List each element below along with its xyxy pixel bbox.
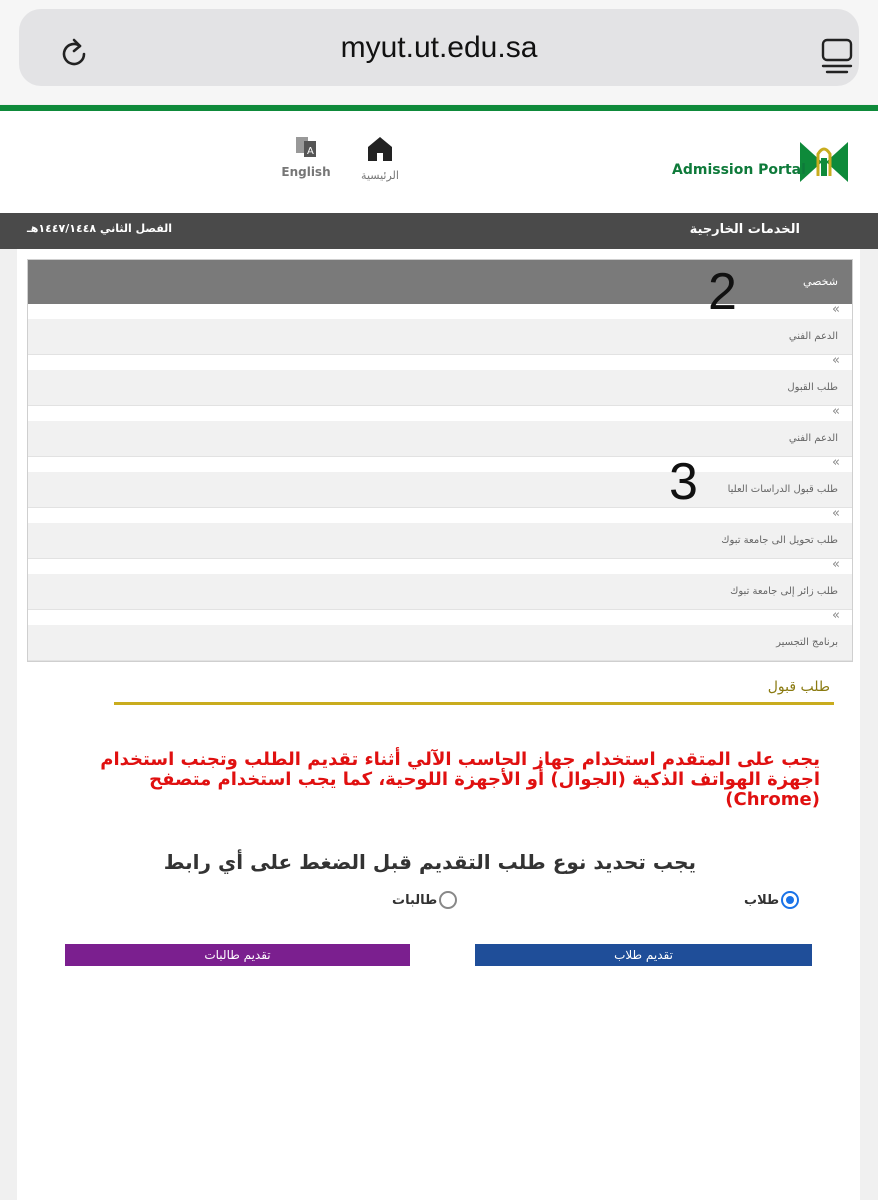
menu-arrow-row	[28, 406, 852, 421]
annotation-number-3: 3	[669, 453, 698, 511]
nav-home[interactable]	[352, 135, 408, 191]
form-title-underline	[114, 702, 834, 705]
double-chevron-icon: «	[832, 557, 840, 572]
double-chevron-icon: «	[832, 302, 840, 317]
services-title: الخدمات الخارجية	[689, 222, 800, 237]
nav-english[interactable]	[280, 135, 332, 191]
apply-female-button[interactable]: تقديم طالبات	[65, 944, 410, 966]
logo-text: Admission Portal	[672, 162, 806, 178]
menu-arrow-row	[28, 457, 852, 472]
menu-item-support[interactable]	[28, 319, 852, 355]
browser-toolbar	[0, 0, 878, 104]
menu-item-label: طلب القبول	[787, 382, 838, 393]
menu-arrow-row	[28, 610, 852, 625]
nav-home-label: الرئيسية	[361, 169, 399, 182]
home-icon	[352, 135, 408, 165]
menu-item-visitor[interactable]	[28, 574, 852, 610]
radio-female-label: طالبات	[392, 893, 438, 908]
menu-header-label: شخصي	[802, 275, 838, 288]
menu-item-support-2[interactable]	[28, 421, 852, 457]
menu-arrow-row	[28, 559, 852, 574]
double-chevron-icon: «	[832, 404, 840, 419]
double-chevron-icon: «	[832, 506, 840, 521]
double-chevron-icon: «	[832, 353, 840, 368]
svg-text:A: A	[307, 146, 314, 157]
radio-male-label: طلاب	[744, 893, 780, 908]
tabs-icon[interactable]	[819, 37, 855, 75]
device-warning: يجب على المتقدم استخدام جهاز الحاسب الآلي أثناء تقديم الطلب وتجنب استخدام اجهزة الهواتف الذكية (الجوال) أو الأجهزة اللوحية، كما يجب استخدام متصفح (Chrome)	[100, 749, 820, 810]
menu-arrow-row	[28, 355, 852, 370]
double-chevron-icon: «	[832, 608, 840, 623]
double-chevron-icon: «	[832, 455, 840, 470]
url-text[interactable]: myut.ut.edu.sa	[340, 31, 538, 64]
menu-item-admission[interactable]	[28, 370, 852, 406]
menu-item-label: طلب قبول الدراسات العليا	[727, 484, 838, 495]
semester-label: الفصل الثاني ١٤٤٧/١٤٤٨هـ	[27, 222, 173, 235]
menu-item-bridging[interactable]	[28, 625, 852, 661]
annotation-number-2: 2	[708, 263, 737, 321]
menu-arrow-row	[28, 508, 852, 523]
menu-item-label: الدعم الفني	[788, 433, 838, 444]
menu-item-label: طلب تحويل الى جامعة تبوك	[721, 535, 838, 546]
menu-item-graduate[interactable]	[28, 472, 852, 508]
menu-item-transfer[interactable]	[28, 523, 852, 559]
selection-instruction: يجب تحديد نوع طلب التقديم قبل الضغط على أي رابط	[163, 850, 696, 874]
apply-male-button[interactable]: تقديم طلاب	[475, 944, 812, 966]
form-title: طلب قبول	[767, 679, 830, 695]
nav-english-label: English	[281, 165, 331, 179]
address-bar[interactable]	[19, 9, 859, 86]
services-bar	[0, 213, 878, 249]
translate-icon	[280, 135, 332, 161]
radio-male[interactable]	[781, 891, 799, 909]
menu-item-label: الدعم الفني	[788, 331, 838, 342]
radio-female[interactable]	[439, 891, 457, 909]
menu-item-label: برنامج التجسير	[776, 637, 838, 648]
menu-item-label: طلب زائر إلى جامعة تبوك	[730, 586, 838, 597]
